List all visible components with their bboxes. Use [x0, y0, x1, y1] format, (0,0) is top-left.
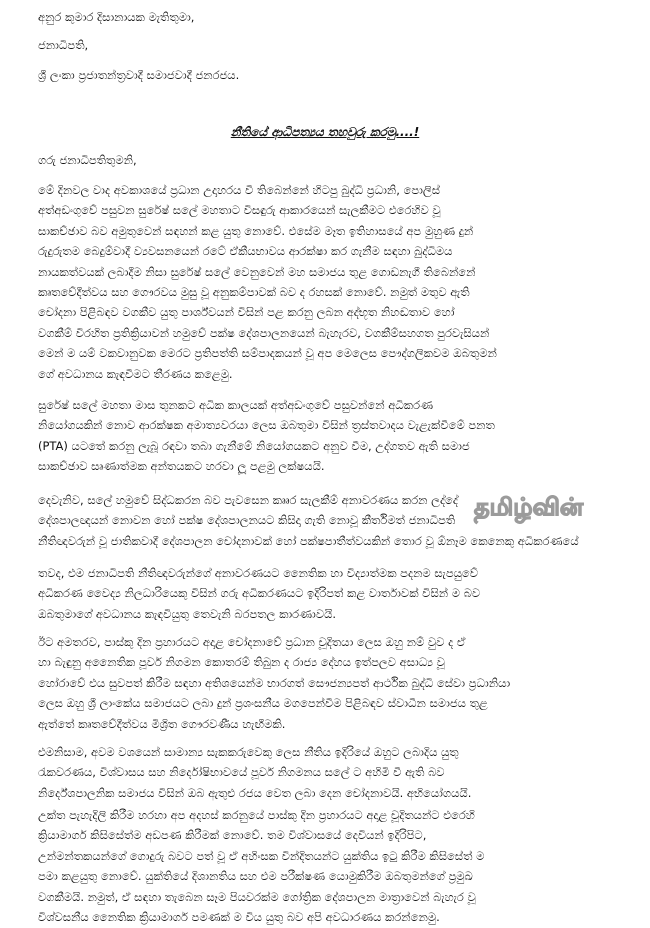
paragraph-line: තවද, එම ජනාධිපති නීතිඥවරුන්ගේ අනාවරණයට නෛතික හා විද්‍යාත්මක පදනම සැපයුවේ — [38, 566, 478, 580]
paragraph-line: හා බැඳුනු අනෛතික පූර්ව නිගමන කොතරම් තිබුන ද රාජ්‍ය දේහය ඉත්පලව අසාධ්‍ය වූ — [38, 655, 445, 670]
paragraph-6 — [38, 742, 628, 803]
recipient-state: ශ්‍රී ලංකා ප්‍රජාතන්ත්‍රවාදී සමාජවාදී ජනරජය. — [38, 68, 240, 82]
paragraph-line: ඇත්තේ කෘතවේදීත්වය මිශ්‍රිත ගෞරවණීය හැඟීමකි. — [38, 716, 286, 731]
paragraph-line: පමා කළයුතු නොවේ. යුක්තියේ දිශානතිය සහ එම පරීක්ෂණ යොමුකිරීම ඔබතුමන්ගේ ප්‍රමුඛ — [38, 869, 473, 884]
paragraph-5 — [38, 632, 628, 734]
paragraph-line: එමනිසාම, අවම වශයෙන් සාමාන්‍ය සැකකරුවෙකු ලෙස නීතිය ඉදිරියේ ඔහුට ලබාදිය යුතු — [38, 745, 459, 759]
paragraph-line: ක්‍රියාමාර්ග කිසිසේත්ම අඩපණ කිරීමක් නොවේ. තම විශ්වාසයේ දෙවියන් ඉදිරිපිට, — [38, 828, 427, 843]
letter-subject: නීතියේ ආධිපත්‍යය තහවුරු කරමු....! — [230, 125, 420, 139]
paragraph-line: වගකීම් විරහිත ප්‍රතික්‍රියාවන් හමුවේ පක්ෂ දේශපාලනයෙන් බැහැරව, වගකීම්සහගත පුරවැසියන් — [38, 325, 490, 340]
paragraph-line: මෙන් ම යම් වකවානුවක මෙරට ප්‍රතිපත්ති සම්පාදකයන් වූ අප මෙලෙස පෞද්ගලිකවම ඔබතුමන් — [38, 346, 497, 361]
watermark-logo-graphic — [470, 485, 610, 525]
paragraph-line: සුරේෂ් සලේ මහතා මාස තුනකට අධික කාලයක් අත්අඩංගුවේ පසුවන්නේ අධිකරණ — [38, 398, 433, 412]
paragraph-line: නීතිඥවරුන් වූ ජාතිකවාදී දේශපාලන චෝදනාවක් හෝ පක්ෂපාතීත්වයකින් තොර වූ ඕනෑම කෙනෙකු අධිකරණයේ — [38, 533, 579, 548]
paragraph-line: දෙවැනිව, සලේ හමුවේ සිද්ධකරන බව පැවසෙන කෘෘර සැලකීම් අනාවරණය කරන ලද්දේ — [38, 493, 458, 507]
paragraph-7 — [38, 805, 628, 927]
watermark-text: தமிழ்வின் — [474, 493, 584, 521]
paragraph-line: වගකීමයි. නමුත්, ඒ සඳහා තැබෙන සෑම පියවරක්ම ගෝත්‍රික දේශපාලන මාත්‍රාවෙන් බැහැර වූ — [38, 889, 476, 904]
paragraph-line: අත්අඩංගුවේ පසුවන සුරේෂ් සලේ මහතාට විසඳුරු ආකාරයෙන් සැලකීමට එරෙහිව වූ — [38, 203, 441, 218]
paragraph-line: චෝදනා පිළිබඳව වගකීව යුතු පාර්ශ්වයන් විසින් පළ කරනු ලබන අද්භූත නිහඬතාව හෝ — [38, 305, 455, 320]
paragraph-line: දේශපාලඥයන් නොවන හෝ පක්ෂ දේශපාලනයට කිසිදා ගැති නොවූ කීර්තිමත් ජනාධිපති — [38, 513, 456, 528]
paragraph-1 — [38, 180, 628, 384]
watermark-logo — [470, 485, 610, 525]
paragraph-line: සාකච්ඡාව බව අමුතුවෙන් සඳහන් කළ යුතු නොවේ. එසේම මෑත ඉතිහාසයේ අප මුහුණ දුන් — [38, 223, 474, 238]
paragraph-line: අධිකරණ වෛද්‍ය නිලධාරියෙකු විසින් ගරු අධිකරණයට ඉදිරිපත් කළ වාර්තාවක් විසින් ම බව — [38, 586, 481, 601]
paragraph-2 — [38, 395, 628, 477]
paragraph-line: විශ්වසනීය නෛතික ක්‍රියාමාර්ග පමණක් ම විය යුතු බව අපි අවධාරණය කරන්නෙමු. — [38, 910, 440, 925]
paragraph-line: කෘතවේදීත්වය සහ ගෞරවය මුසු වූ අනුකම්පාවක් බව ද රහසක් නොවේ. නමුත් මතුව ඇති — [38, 285, 470, 300]
paragraph-4 — [38, 563, 628, 624]
paragraph-line: ගේ අවධානය කැඳවීමට තීරණය කළෙමු. — [38, 366, 233, 381]
paragraph-line: රැකවරණය, විශ්වාසය සහ නිර්දෝෂිභාවයේ පූර්ව නිගමනය සලේ ට අහිමි වී ඇති බව — [38, 765, 445, 780]
paragraph-line: නියෝගයකින් නොව ආරක්ෂක අමාත්‍යවරයා ලෙස ඔබතුමා විසින් ත්‍රස්තවාදය වැළැක්වීමේ පනත — [38, 418, 495, 433]
salutation: ගරු ජනාධිපතිතුමනි, — [38, 153, 137, 167]
paragraph-line: ඊට අමතරව, පාස්කු දින ප්‍රහාරයට අදාළ චෝදනාවේ ප්‍රධාන චූදිතයා ලෙස ඔහු නම් වුව ද ඒ — [38, 635, 466, 649]
paragraph-line: රුදුරුතම බෙදුම්වාදී ව්‍යවසනයෙන් රටේ ඒකීයභාවය ආරක්ෂා කර ගැනීම සඳහා බුද්ධිමය — [38, 244, 453, 259]
paragraph-line: සාකච්ඡාව සෘණාත්මක අන්තයකට හරවා ලූ පළමු ලක්ෂයයි. — [38, 459, 325, 474]
paragraph-line: උක්ත පැහැදිලි කිරීම හරහා අප අදහස් කරනුයේ පාස්කු දින ප්‍රහාරයට අදාළ චූදිතයන්ට එරෙහි — [38, 808, 475, 822]
paragraph-line: හෝරාවේ එය සුවපත් කිරීම සඳහා අතිශයෙන්ම භාරගත් සෞජන්‍යපත් ආර්ථික බුද්ධි සේවා ප්‍රධානියා — [38, 675, 511, 690]
recipient-title: ජනාධිපති, — [38, 38, 89, 52]
paragraph-line: නායකත්වයක් ලබාදීම නිසා සුරේෂ් සලේ වෙනුවෙන් මහ සමාජය තුළ ගොඩනැගී තිබෙන්නේ — [38, 264, 476, 279]
recipient-name: අනුර කුමාර දිසානායක මැතිතුමා, — [38, 10, 195, 24]
paragraph-line: මේ දිනවල වාද අවකාශයේ ප්‍රධාන උදාහරය වී තිබෙන්නේ හිටපු බුද්ධි ප්‍රධානි, පොලිස් — [38, 183, 440, 197]
paragraph-line: උන්මන්තකයන්ගේ ගොදුරු බවට පත් වූ ඒ අහිංසක වින්දිතයන්ට යුක්තිය ඉටු කිරීම කිසිසේත් ම — [38, 848, 485, 863]
paragraph-line: ඔබතුමාගේ අවධානය කැඳවියුතු තෙවැනි බරපතල කාරණාවයි. — [38, 606, 337, 621]
paragraph-line: නිර්දේශපාලනික සමාජය විසින් ඔබ ඇතුළු රජය වෙත ලබා දෙන චෝදනාවයි. අභියෝගයයි. — [38, 785, 472, 800]
paragraph-line: ලෙස ඔහු ශ්‍රී ලාංකේය සමාජයට ලබා දුන් ප්‍රශංසනීය මගපෙන්වීම පිළිබඳව ස්වාධීන සමාජය තුළ — [38, 696, 488, 711]
paragraph-line: (PTA) යටතේ කරනු ලැබූ රඳවා තබා ගැනීමේ නියෝගයකට අනුව වීම, උද්ගතව ඇති සමාජ — [38, 438, 470, 453]
